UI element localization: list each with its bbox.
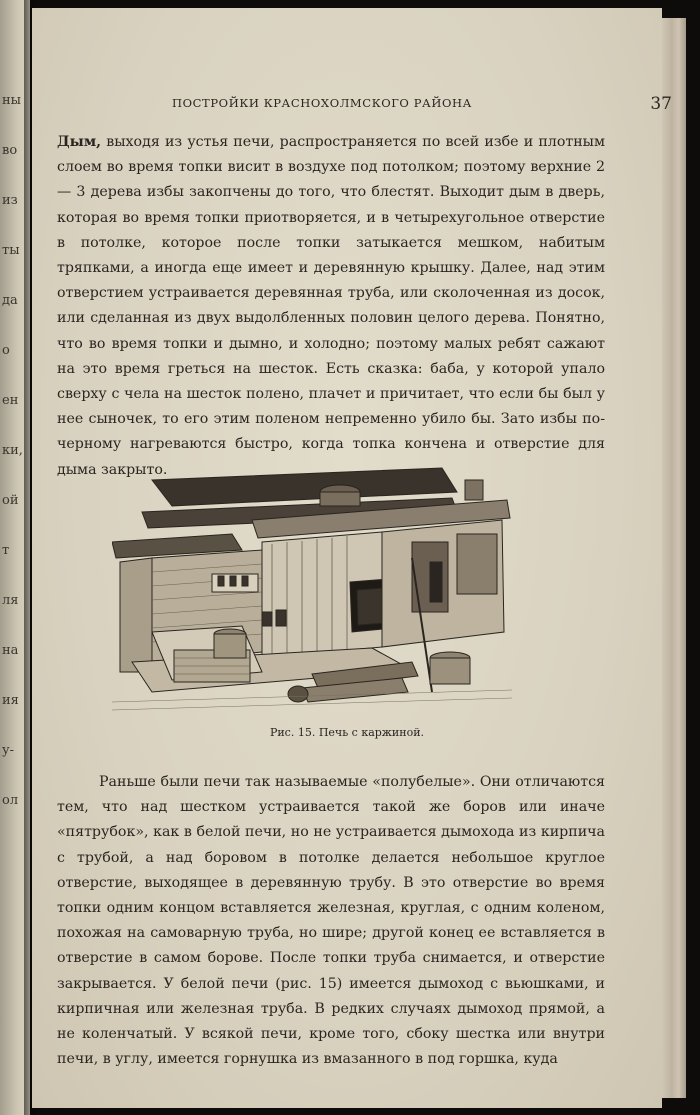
paragraph-2-text: Раньше были печи так называемые «полубелые». Они отличаются тем, что над шестком устраивается такой же боров или иначе «пятрубок», как в белой печи, но не устраивается дымохода из кирпича с трубой, а над боровом в потолке делается небольшое круглое отверстие, выходящее в деревянную трубу. В это отверстие во время топки одним концом вставляется железная, круглая, с одним коленом, похожая на самоварную труба, но шире; другой конец ее вставляется в отверстие в самом борове. После топки труба снимается, и отверстие закрывается. У белой печи (рис. 15) имеется дымоход с вьюшками, и кирпичная или железная труба. В редких случаях дымоход прямой, а не коленчатый. У всякой печи, кроме того, сбоку шестка или внутри печи, в углу, имеется горнушка из вмазанного в под горшка, куда (57, 774, 605, 1068)
book-page (32, 8, 672, 1108)
facing-page-fragment: во (2, 143, 18, 158)
facing-page-fragment: ен (2, 393, 19, 408)
paragraph-1-text: выходя из устья печи, распространяется по всей избе и плотным слоем во время топки висит в воздухе под потолком; поэтому верхние 2 — 3 дерева избы закопчены до того, что блестят. Выходит дым в дверь, которая во время топки приотворяется, и в четырехугольное отверстие в потолке, которое после топки затыкается мешком, набитым тряпками, а иногда еще имеет и деревянную крышку. Далее, над этим отверстием устраивается деревянная труба, или сколоченная из досок, или сделанная из двух выдолбленных половин целого дерева. Понятно, что во время топки и дымно, и холодно; поэтому малых ребят сажают на это время греться на шесток. Есть сказка: баба, у которой упало сверху с чела на шесток полено, плачет и причитает, что если бы был у нее сыночек, то его этим поленом непременно убило бы. Зато избы по-черному нагреваются быстро, когда топка кончена и отверстие для дыма закрыто. (57, 134, 605, 478)
page-number: 37 (650, 94, 672, 114)
figure-caption: Рис. 15. Печь с каржиной. (269, 726, 425, 739)
facing-page-fragment: ой (2, 493, 19, 508)
running-head: ПОСТРОЙКИ КРАСНОХОЛМСКОГО РАЙОНА (172, 96, 472, 110)
page-header (172, 94, 672, 118)
lead-word: Дым, (57, 134, 102, 150)
paragraph-1 (57, 130, 605, 483)
facing-page-fragment: ны (2, 93, 22, 108)
paragraph-2 (57, 770, 605, 1072)
facing-page-fragment: ля (2, 593, 19, 608)
facing-page-fragment: из (2, 193, 18, 208)
stove-illustration (112, 462, 512, 716)
facing-page-fragment: на (2, 643, 19, 658)
facing-page-fragment: ия (2, 693, 19, 708)
facing-page-fragment: о (2, 343, 10, 358)
facing-page-fragment: ки, (2, 443, 23, 458)
facing-page-fragment: т (2, 543, 10, 558)
facing-page-fragment: ол (2, 793, 19, 808)
facing-page-fragment: да (2, 293, 18, 308)
page-stack-edge (662, 18, 686, 1098)
facing-page-fragment: ты (2, 243, 20, 258)
facing-page-fragment: у- (2, 743, 15, 758)
